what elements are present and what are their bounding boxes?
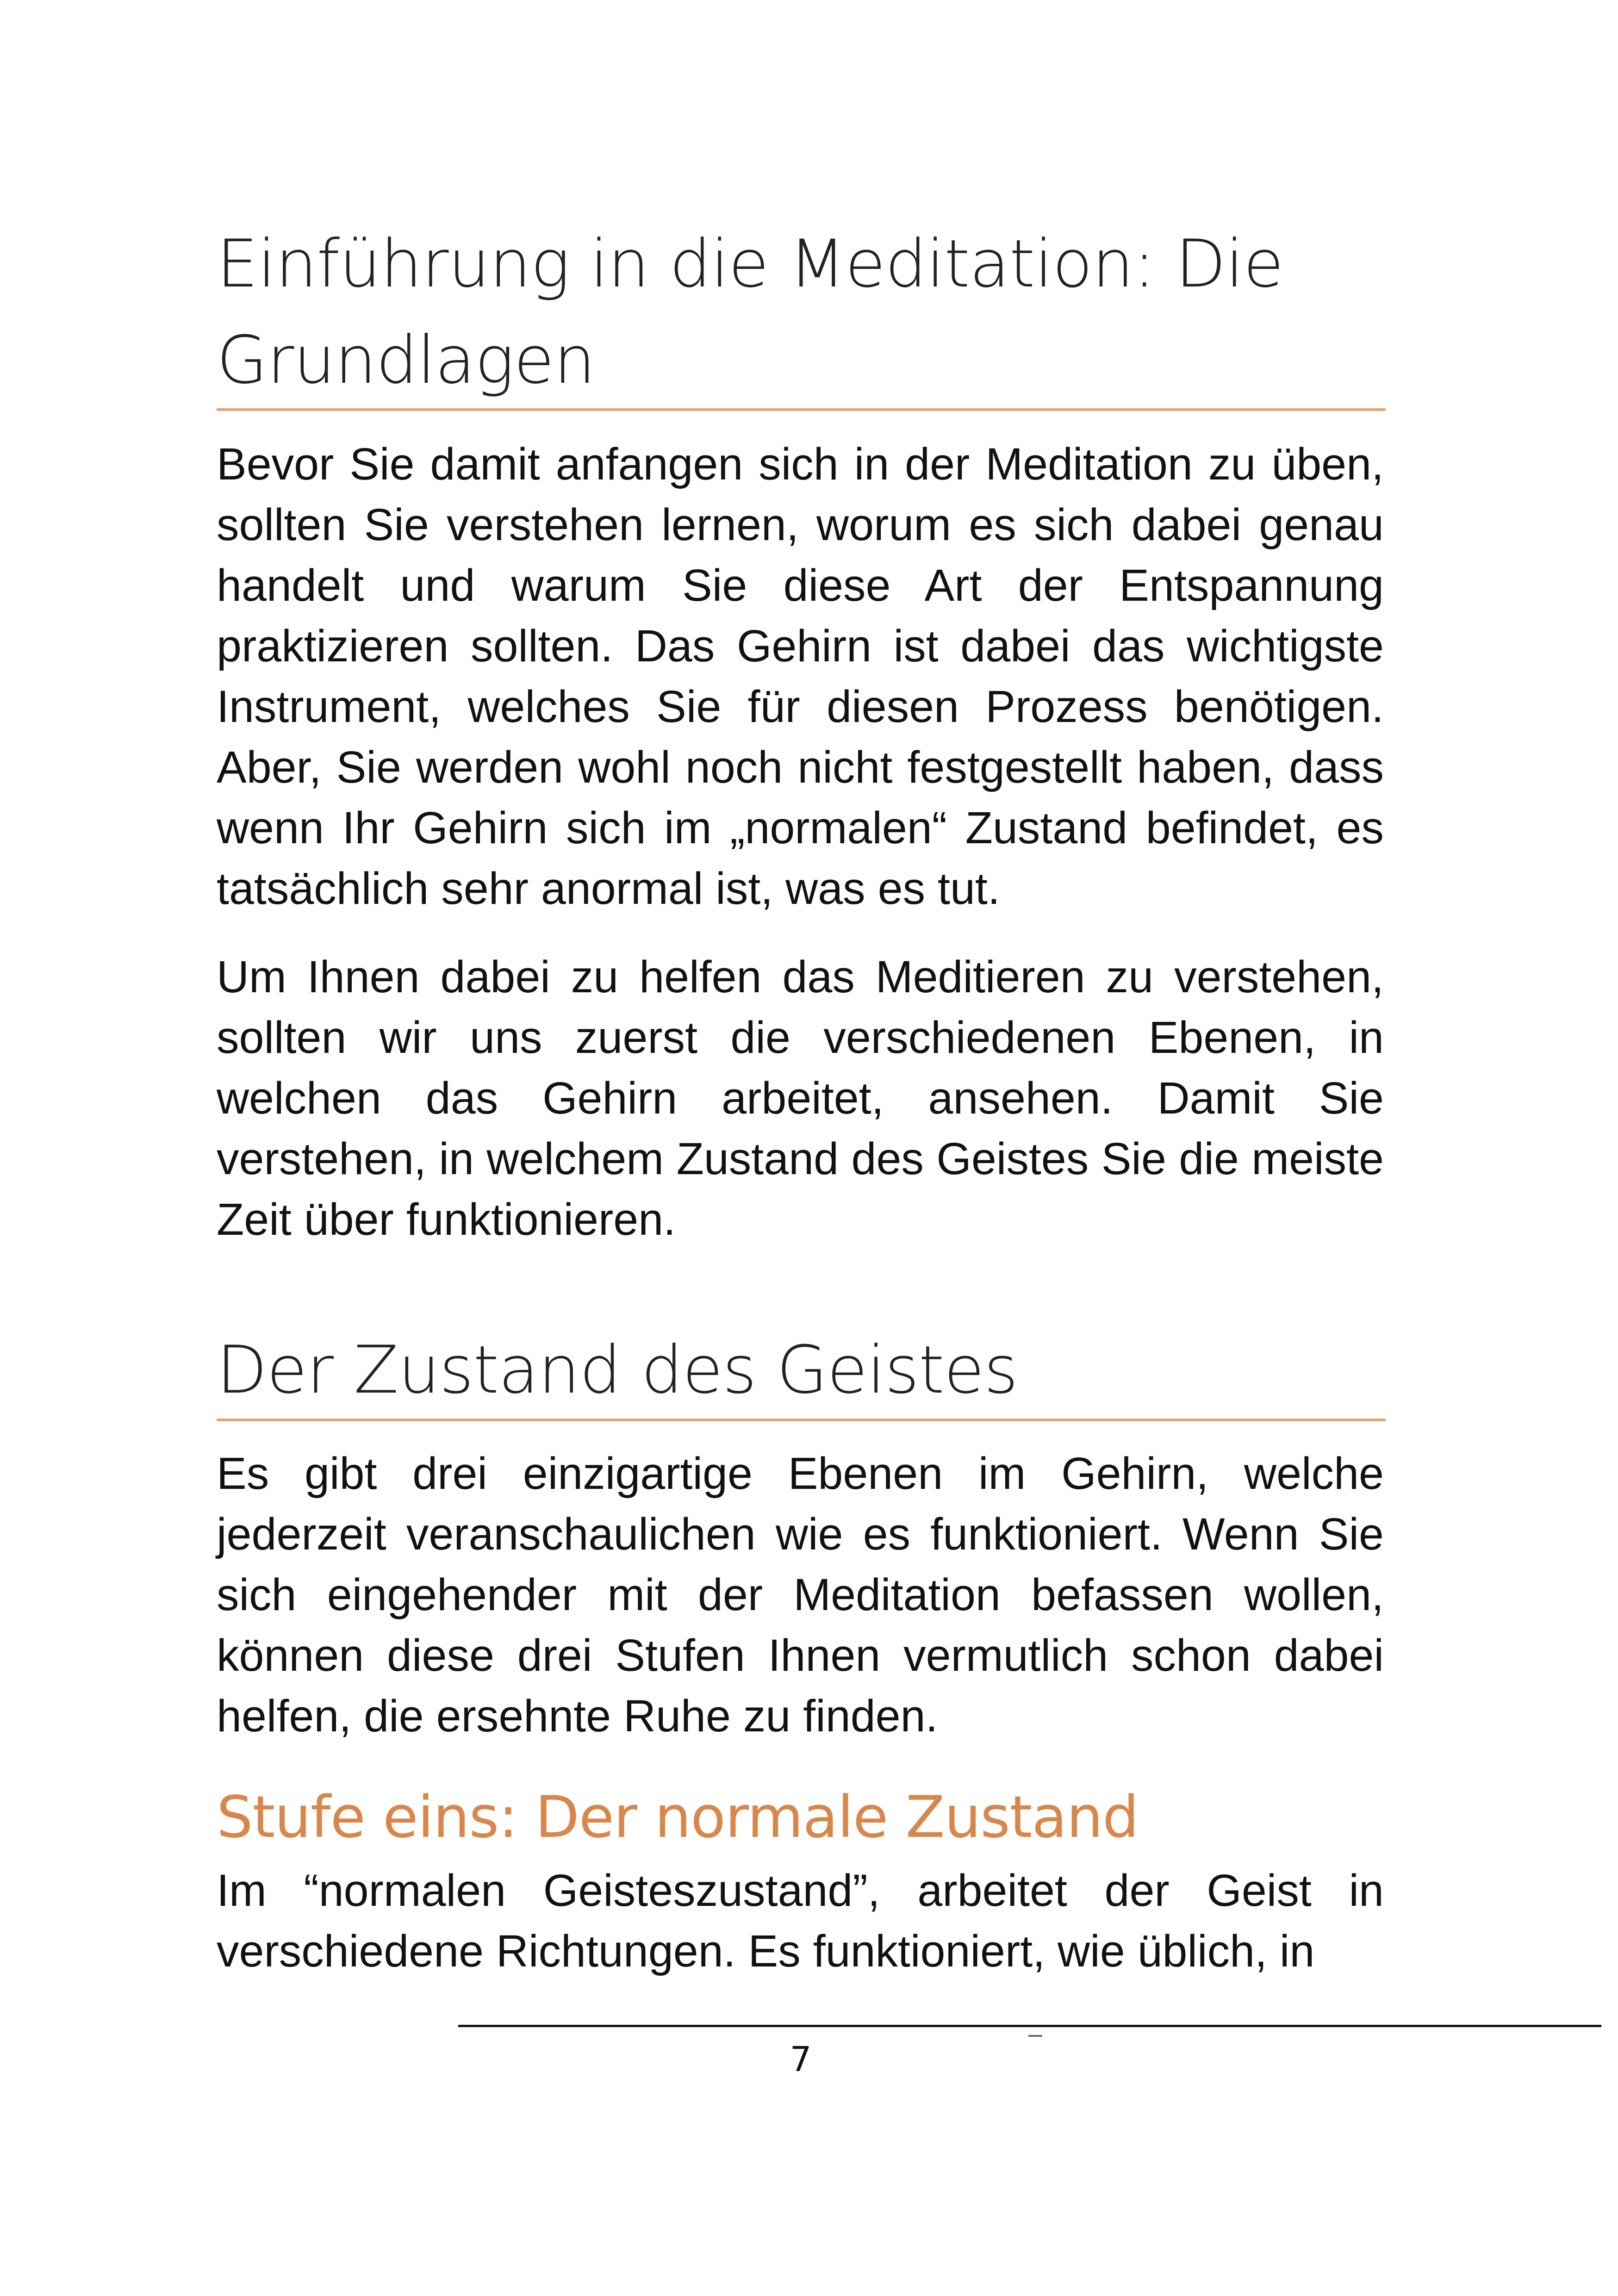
intro-paragraph-1: Bevor Sie damit anfangen sich in der Meditation zu üben, sollten Sie verstehen lernen, worum es sich dabei genau handelt und warum Sie diese Art der Entspannung praktizieren sollten. Das Gehirn ist dabei das wichtigste Instrument, welches Sie für diesen Prozess benötigen. Aber, Sie werden wohl noch nicht festgestellt haben, dass wenn Ihr Gehirn sich im „normalen“ Zustand befindet, es tatsächlich sehr anormal ist, was es tut. bbox=[217, 439, 1384, 914]
heading-divider-1 bbox=[217, 408, 1386, 411]
page-title-line-2: Grundlagen bbox=[217, 322, 595, 398]
section-intro-heading bbox=[217, 216, 1401, 409]
heading-divider-2 bbox=[217, 1419, 1386, 1421]
intro-paragraph-2: Um Ihnen dabei zu helfen das Meditieren zu verstehen, sollten wir uns zuerst die verschiedenen Ebenen, in welchen das Gehirn arbeitet, ansehen. Damit Sie verstehen, in welchem Zustand des Geistes Sie die meiste Zeit über funktionieren. bbox=[217, 952, 1384, 1244]
page-number: 7 bbox=[790, 2040, 812, 2079]
section-heading-state-of-mind: Der Zustand des Geistes bbox=[217, 1332, 1018, 1408]
page-title-line-1: Einführung in die Meditation: Die bbox=[217, 226, 1283, 302]
footer-mark bbox=[1028, 2035, 1042, 2037]
footer-divider bbox=[458, 2025, 1601, 2027]
state-of-mind-paragraph: Es gibt drei einzigartige Ebenen im Gehirn, welche jederzeit veranschaulichen wie es funktioniert. Wenn Sie sich eingehender mit der Meditation befassen wollen, können diese drei Stufen Ihnen vermutlich schon dabei helfen, die ersehnte Ruhe zu finden. bbox=[217, 1448, 1384, 1741]
level-one-paragraph: Im “normalen Geisteszustand”, arbeitet der Geist in verschiedene Richtungen. Es funktioniert, wie üblich, in bbox=[217, 1865, 1384, 1976]
subsection-heading-level-one: Stufe eins: Der normale Zustand bbox=[217, 1784, 1139, 1851]
